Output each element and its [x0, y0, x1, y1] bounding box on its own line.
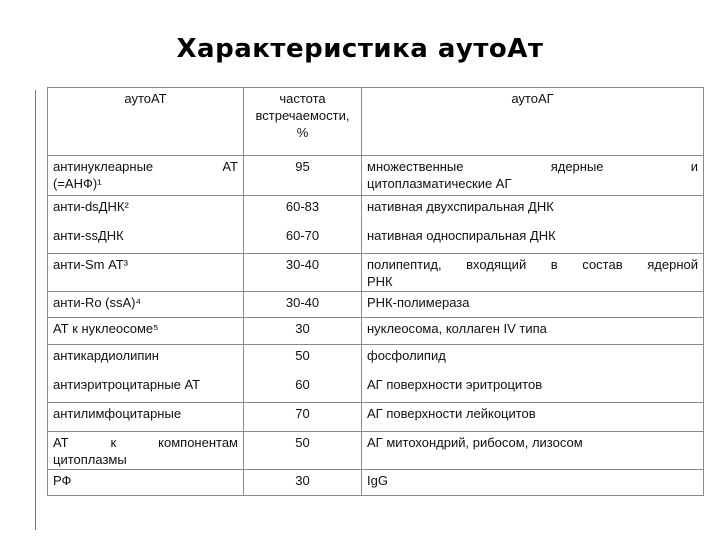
antigen-cell [362, 345, 704, 403]
antibody-cell: АТ к нуклеосоме⁵ [48, 318, 244, 345]
table-row [48, 403, 704, 432]
antigen-line: РНК [367, 274, 393, 289]
frequency-line: 60-83 [285, 199, 320, 214]
antigen-cell [362, 254, 704, 292]
frequency-cell: 30 [244, 318, 362, 345]
frequency-line: 60 [295, 377, 310, 392]
antibody-cell [48, 432, 244, 470]
antigen-line: нативная односпиральная ДНК [367, 228, 556, 243]
antibody-cell: анти-Sm АТ³ [48, 254, 244, 292]
antigen-cell: АГ поверхности лейкоцитов [362, 403, 704, 432]
antigen-cell: АГ митохондрий, рибосом, лизосом [362, 432, 704, 470]
header-autoat: аутоАТ [48, 88, 244, 156]
antigen-cell [362, 196, 704, 254]
table-header-row [48, 88, 704, 156]
page-title: Характеристика аутоАт [176, 34, 544, 64]
frequency-cell: 30-40 [244, 254, 362, 292]
frequency-line: 60-70 [285, 228, 320, 243]
antigen-cell: нуклеосома, коллаген IV типа [362, 318, 704, 345]
frequency-cell: 30 [244, 470, 362, 496]
header-frequency-line: частота [279, 91, 326, 106]
antibody-cell [48, 345, 244, 403]
frequency-cell: 50 [244, 432, 362, 470]
frequency-cell [244, 345, 362, 403]
frequency-cell: 95 [244, 156, 362, 196]
table-row [48, 345, 704, 403]
antigen-line: нативная двухспиральная ДНК [367, 199, 554, 214]
antibody-line: цитоплазмы [53, 452, 127, 467]
antibody-cell [48, 196, 244, 254]
header-autoag: аутоАГ [362, 88, 704, 156]
antibody-cell: РФ [48, 470, 244, 496]
antibody-line: антинуклеарные АТ [53, 159, 238, 174]
header-frequency [244, 88, 362, 156]
antibody-line: анти-dsДНК² [53, 199, 129, 214]
antibody-cell [48, 156, 244, 196]
antibody-cell: анти-Ro (ssA)⁴ [48, 292, 244, 318]
antigen-line: АГ поверхности эритроцитов [367, 377, 543, 392]
table-row [48, 156, 704, 196]
table-row [48, 318, 704, 345]
antigen-line: множественные ядерные и [367, 159, 698, 174]
table-row [48, 196, 704, 254]
antibody-line: (=АНФ)¹ [53, 176, 102, 191]
frequency-line: 50 [295, 348, 310, 363]
table-row [48, 254, 704, 292]
antigen-line: полипептид, входящий в состав ядерной [367, 257, 698, 272]
antigen-line: цитоплазматические АГ [367, 176, 512, 191]
header-frequency-line: % [296, 125, 309, 140]
frequency-cell [244, 196, 362, 254]
header-frequency-line: встречаемости, [255, 108, 350, 123]
table-row [48, 432, 704, 470]
antigen-cell: IgG [362, 470, 704, 496]
frequency-cell: 30-40 [244, 292, 362, 318]
antigen-cell [362, 156, 704, 196]
antibody-line: антиэритроцитарные АТ [53, 377, 201, 392]
table-row [48, 292, 704, 318]
antigen-cell: РНК-полимераза [362, 292, 704, 318]
antibody-cell: антилимфоцитарные [48, 403, 244, 432]
antibody-line: анти-ssДНК [53, 228, 124, 243]
autoantibody-table [47, 87, 704, 496]
margin-rule [35, 90, 36, 530]
antibody-line: антикардиолипин [53, 348, 159, 363]
frequency-cell: 70 [244, 403, 362, 432]
table-row [48, 470, 704, 496]
antigen-line: фосфолипид [367, 348, 446, 363]
antibody-line: АТ к компонентам [53, 435, 238, 450]
